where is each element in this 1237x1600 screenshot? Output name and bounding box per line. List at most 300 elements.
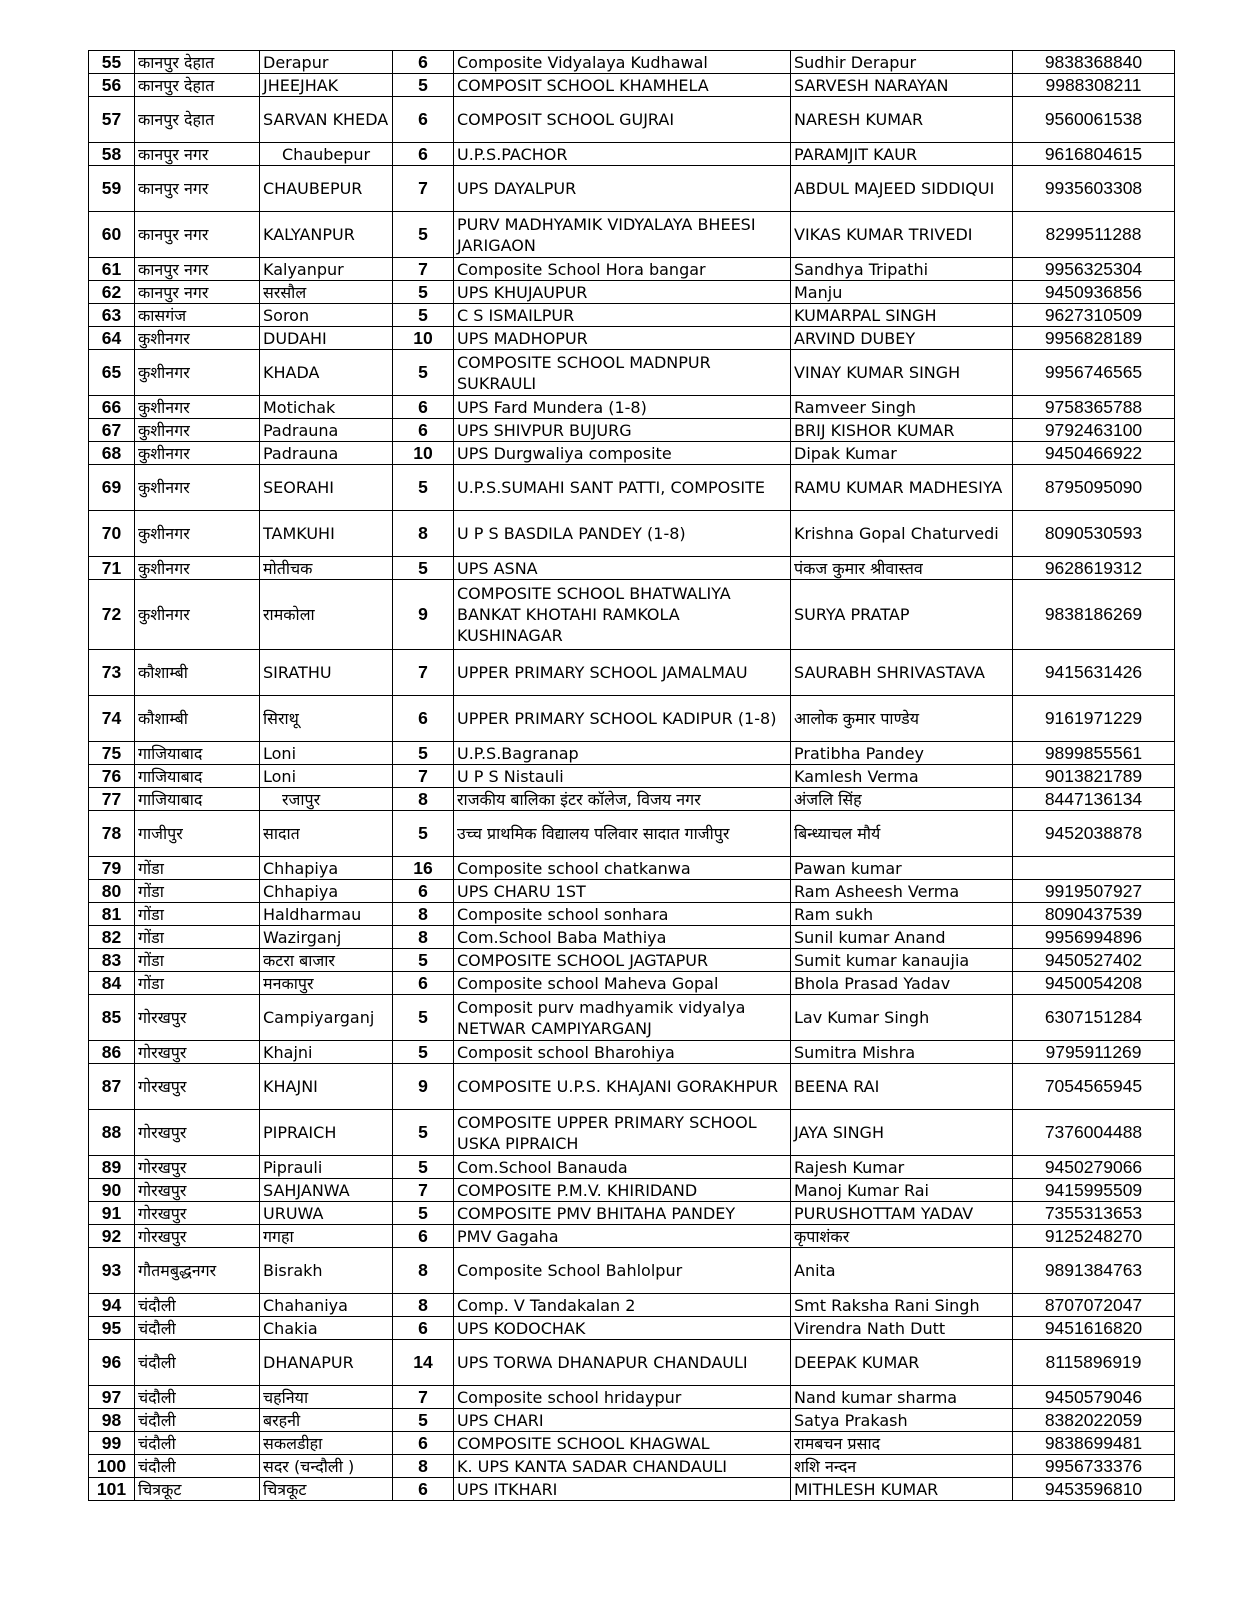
school-name-cell: Composit school Bharohiya [454,1041,791,1064]
class-count-cell: 9 [393,1064,454,1110]
mobile-number-cell: 9161971229 [1013,696,1175,742]
school-name-cell: COMPOSIT SCHOOL KHAMHELA [454,74,791,97]
school-name-cell: Composite school Maheva Gopal [454,972,791,995]
class-count-cell: 7 [393,650,454,696]
class-count-cell: 8 [393,511,454,557]
row-number-cell: 82 [89,926,135,949]
block-cell: Motichak [260,396,393,419]
district-cell: गोरखपुर [135,1225,260,1248]
block-cell: DUDAHI [260,327,393,350]
class-count-cell: 6 [393,1432,454,1455]
school-name-cell: C S ISMAILPUR [454,304,791,327]
table-row [89,1432,1175,1455]
block-cell: Khajni [260,1041,393,1064]
table-row [89,1294,1175,1317]
table-row [89,926,1175,949]
block-cell: Haldharmau [260,903,393,926]
school-name-cell: UPPER PRIMARY SCHOOL JAMALMAU [454,650,791,696]
district-cell: गोंडा [135,972,260,995]
mobile-number-cell: 8299511288 [1013,212,1175,258]
block-cell: Padrauna [260,442,393,465]
block-cell: KALYANPUR [260,212,393,258]
row-number-cell: 88 [89,1110,135,1156]
school-name-cell: Composite school sonhara [454,903,791,926]
table-row [89,304,1175,327]
row-number-cell: 60 [89,212,135,258]
mobile-number-cell: 9838186269 [1013,580,1175,650]
block-cell: Chahaniya [260,1294,393,1317]
teacher-name-cell: रामबचन प्रसाद [791,1432,1013,1455]
teacher-name-cell: RAMU KUMAR MADHESIYA [791,465,1013,511]
district-cell: गोरखपुर [135,1041,260,1064]
district-cell: चंदौली [135,1432,260,1455]
teacher-name-cell: Pratibha Pandey [791,742,1013,765]
district-cell: चंदौली [135,1317,260,1340]
school-name-cell: U P S Nistauli [454,765,791,788]
row-number-cell: 84 [89,972,135,995]
table-row [89,281,1175,304]
school-name-cell: UPS Fard Mundera (1-8) [454,396,791,419]
mobile-number-cell: 8090530593 [1013,511,1175,557]
row-number-cell: 58 [89,143,135,166]
district-cell: कौशाम्बी [135,696,260,742]
table-row [89,557,1175,580]
district-cell: कानपुर देहात [135,74,260,97]
table-row [89,1340,1175,1386]
block-cell: Chaubepur [260,143,393,166]
row-number-cell: 62 [89,281,135,304]
class-count-cell: 6 [393,1317,454,1340]
mobile-number-cell: 9125248270 [1013,1225,1175,1248]
class-count-cell: 6 [393,51,454,74]
class-count-cell: 6 [393,419,454,442]
block-cell: SARVAN KHEDA [260,97,393,143]
table-row [89,1041,1175,1064]
class-count-cell: 7 [393,1386,454,1409]
mobile-number-cell [1013,857,1175,880]
class-count-cell: 5 [393,811,454,857]
school-name-cell: UPS TORWA DHANAPUR CHANDAULI [454,1340,791,1386]
teacher-name-cell: MITHLESH KUMAR [791,1478,1013,1501]
mobile-number-cell: 9450466922 [1013,442,1175,465]
block-cell: Kalyanpur [260,258,393,281]
mobile-number-cell: 9838368840 [1013,51,1175,74]
school-name-cell: COMPOSITE PMV BHITAHA PANDEY [454,1202,791,1225]
district-cell: गाजियाबाद [135,742,260,765]
teacher-name-cell: SARVESH NARAYAN [791,74,1013,97]
row-number-cell: 83 [89,949,135,972]
row-number-cell: 75 [89,742,135,765]
class-count-cell: 7 [393,258,454,281]
row-number-cell: 98 [89,1409,135,1432]
mobile-number-cell: 7355313653 [1013,1202,1175,1225]
table-row [89,696,1175,742]
mobile-number-cell: 9956828189 [1013,327,1175,350]
district-cell: कानपुर नगर [135,258,260,281]
table-row [89,1248,1175,1294]
district-cell: कानपुर देहात [135,51,260,74]
block-cell: PIPRAICH [260,1110,393,1156]
table-row [89,903,1175,926]
mobile-number-cell: 9899855561 [1013,742,1175,765]
mobile-number-cell: 9838699481 [1013,1432,1175,1455]
row-number-cell: 80 [89,880,135,903]
mobile-number-cell: 7376004488 [1013,1110,1175,1156]
table-row [89,396,1175,419]
class-count-cell: 5 [393,212,454,258]
table-row [89,97,1175,143]
teacher-name-cell: Bhola Prasad Yadav [791,972,1013,995]
row-number-cell: 69 [89,465,135,511]
school-name-cell: PURV MADHYAMIK VIDYALAYA BHEESI JARIGAON [454,212,791,258]
class-count-cell: 5 [393,1409,454,1432]
row-number-cell: 55 [89,51,135,74]
class-count-cell: 6 [393,1225,454,1248]
school-name-cell: COMPOSITE SCHOOL BHATWALIYA BANKAT KHOTAHI RAMKOLA KUSHINAGAR [454,580,791,650]
table-row [89,765,1175,788]
row-number-cell: 77 [89,788,135,811]
row-number-cell: 78 [89,811,135,857]
school-name-cell: PMV Gagaha [454,1225,791,1248]
district-cell: कौशाम्बी [135,650,260,696]
district-cell: कुशीनगर [135,350,260,396]
district-cell: गोरखपुर [135,1202,260,1225]
class-count-cell: 6 [393,696,454,742]
row-number-cell: 74 [89,696,135,742]
mobile-number-cell: 9451616820 [1013,1317,1175,1340]
table-row [89,327,1175,350]
class-count-cell: 5 [393,1202,454,1225]
mobile-number-cell: 9415631426 [1013,650,1175,696]
row-number-cell: 87 [89,1064,135,1110]
table-row [89,166,1175,212]
district-cell: गोंडा [135,926,260,949]
teacher-name-cell: PURUSHOTTAM YADAV [791,1202,1013,1225]
table-row [89,788,1175,811]
table-row [89,857,1175,880]
district-cell: कानपुर नगर [135,166,260,212]
mobile-number-cell: 9792463100 [1013,419,1175,442]
mobile-number-cell: 9415995509 [1013,1179,1175,1202]
district-cell: कुशीनगर [135,511,260,557]
table-row [89,143,1175,166]
block-cell: Chhapiya [260,857,393,880]
school-name-cell: COMPOSIT SCHOOL GUJRAI [454,97,791,143]
table-row [89,212,1175,258]
class-count-cell: 8 [393,903,454,926]
school-name-cell: COMPOSITE SCHOOL JAGTAPUR [454,949,791,972]
teacher-name-cell: Krishna Gopal Chaturvedi [791,511,1013,557]
block-cell: चहनिया [260,1386,393,1409]
district-cell: कानपुर नगर [135,143,260,166]
class-count-cell: 14 [393,1340,454,1386]
teacher-name-cell: Virendra Nath Dutt [791,1317,1013,1340]
teacher-name-cell: Manoj Kumar Rai [791,1179,1013,1202]
teacher-name-cell: पंकज कुमार श्रीवास्तव [791,557,1013,580]
block-cell: सरसौल [260,281,393,304]
mobile-number-cell: 9616804615 [1013,143,1175,166]
table-row [89,1156,1175,1179]
district-cell: गाजीपुर [135,811,260,857]
district-cell: चित्रकूट [135,1478,260,1501]
mobile-number-cell: 8115896919 [1013,1340,1175,1386]
row-number-cell: 79 [89,857,135,880]
table-row [89,1317,1175,1340]
row-number-cell: 89 [89,1156,135,1179]
table-row [89,1064,1175,1110]
table-row [89,74,1175,97]
district-cell: गोंडा [135,857,260,880]
teacher-name-cell: ABDUL MAJEED SIDDIQUI [791,166,1013,212]
row-number-cell: 100 [89,1455,135,1478]
block-cell: Piprauli [260,1156,393,1179]
teacher-name-cell: Ram Asheesh Verma [791,880,1013,903]
teacher-name-cell: ARVIND DUBEY [791,327,1013,350]
block-cell: सादात [260,811,393,857]
teacher-name-cell: Sunil kumar Anand [791,926,1013,949]
district-cell: कानपुर नगर [135,212,260,258]
row-number-cell: 66 [89,396,135,419]
block-cell: TAMKUHI [260,511,393,557]
block-cell: बरहनी [260,1409,393,1432]
row-number-cell: 101 [89,1478,135,1501]
table-body [89,51,1175,1501]
mobile-number-cell: 9956325304 [1013,258,1175,281]
class-count-cell: 7 [393,1179,454,1202]
block-cell: मोतीचक [260,557,393,580]
school-name-cell: COMPOSITE U.P.S. KHAJANI GORAKHPUR [454,1064,791,1110]
table-row [89,1179,1175,1202]
mobile-number-cell: 9956746565 [1013,350,1175,396]
school-name-cell: COMPOSITE SCHOOL KHAGWAL [454,1432,791,1455]
mobile-number-cell: 9560061538 [1013,97,1175,143]
block-cell: Wazirganj [260,926,393,949]
mobile-number-cell: 9935603308 [1013,166,1175,212]
class-count-cell: 5 [393,557,454,580]
block-cell: URUWA [260,1202,393,1225]
school-name-cell: U P S BASDILA PANDEY (1-8) [454,511,791,557]
table-row [89,51,1175,74]
class-count-cell: 5 [393,304,454,327]
school-name-cell: UPS KODOCHAK [454,1317,791,1340]
table-row [89,1110,1175,1156]
district-cell: गोंडा [135,880,260,903]
class-count-cell: 7 [393,765,454,788]
table-row [89,811,1175,857]
school-name-cell: UPS CHARU 1ST [454,880,791,903]
row-number-cell: 61 [89,258,135,281]
class-count-cell: 5 [393,995,454,1041]
block-cell: SIRATHU [260,650,393,696]
district-cell: कानपुर नगर [135,281,260,304]
block-cell: Padrauna [260,419,393,442]
school-name-cell: U.P.S.SUMAHI SANT PATTI, COMPOSITE [454,465,791,511]
mobile-number-cell: 9450527402 [1013,949,1175,972]
district-cell: गोरखपुर [135,1179,260,1202]
table-row [89,972,1175,995]
teacher-name-cell: Nand kumar sharma [791,1386,1013,1409]
class-count-cell: 8 [393,1455,454,1478]
table-row [89,511,1175,557]
teacher-name-cell: VIKAS KUMAR TRIVEDI [791,212,1013,258]
teacher-name-cell: Pawan kumar [791,857,1013,880]
school-name-cell: COMPOSITE P.M.V. KHIRIDAND [454,1179,791,1202]
school-name-cell: UPS SHIVPUR BUJURG [454,419,791,442]
teacher-name-cell: BEENA RAI [791,1064,1013,1110]
school-name-cell: COMPOSITE UPPER PRIMARY SCHOOL USKA PIPRAICH [454,1110,791,1156]
class-count-cell: 6 [393,97,454,143]
row-number-cell: 81 [89,903,135,926]
block-cell: KHADA [260,350,393,396]
class-count-cell: 5 [393,465,454,511]
row-number-cell: 93 [89,1248,135,1294]
mobile-number-cell: 9452038878 [1013,811,1175,857]
teacher-name-cell: PARAMJIT KAUR [791,143,1013,166]
teacher-name-cell: DEEPAK KUMAR [791,1340,1013,1386]
school-name-cell: Composite School Bahlolpur [454,1248,791,1294]
district-cell: गोरखपुर [135,1064,260,1110]
teacher-name-cell: Lav Kumar Singh [791,995,1013,1041]
row-number-cell: 64 [89,327,135,350]
school-name-cell: Com.School Banauda [454,1156,791,1179]
table-row [89,742,1175,765]
district-cell: कुशीनगर [135,419,260,442]
district-cell: गोंडा [135,949,260,972]
teacher-name-cell: आलोक कुमार पाण्डेय [791,696,1013,742]
teacher-name-cell: Ram sukh [791,903,1013,926]
row-number-cell: 86 [89,1041,135,1064]
mobile-number-cell: 9450054208 [1013,972,1175,995]
table-row [89,419,1175,442]
teacher-name-cell: बिन्ध्याचल मौर्य [791,811,1013,857]
teacher-name-cell: Sudhir Derapur [791,51,1013,74]
class-count-cell: 8 [393,926,454,949]
class-count-cell: 6 [393,880,454,903]
block-cell: SAHJANWA [260,1179,393,1202]
class-count-cell: 5 [393,1110,454,1156]
district-cell: गोरखपुर [135,995,260,1041]
mobile-number-cell: 9450279066 [1013,1156,1175,1179]
block-cell: रजापुर [260,788,393,811]
class-count-cell: 6 [393,143,454,166]
teacher-name-cell: Kamlesh Verma [791,765,1013,788]
table-row [89,650,1175,696]
class-count-cell: 10 [393,442,454,465]
district-cell: गोंडा [135,903,260,926]
row-number-cell: 95 [89,1317,135,1340]
mobile-number-cell: 9013821789 [1013,765,1175,788]
district-cell: चंदौली [135,1294,260,1317]
district-cell: गाजियाबाद [135,788,260,811]
district-cell: कुशीनगर [135,557,260,580]
table-row [89,350,1175,396]
table-row [89,880,1175,903]
block-cell: Loni [260,742,393,765]
block-cell: मनकापुर [260,972,393,995]
school-name-cell: Composite school chatkanwa [454,857,791,880]
table-row [89,465,1175,511]
teacher-name-cell: KUMARPAL SINGH [791,304,1013,327]
table-row [89,949,1175,972]
table-row [89,995,1175,1041]
school-name-cell: UPS DAYALPUR [454,166,791,212]
block-cell: रामकोला [260,580,393,650]
school-name-cell: UPS Durgwaliya composite [454,442,791,465]
school-name-cell: UPPER PRIMARY SCHOOL KADIPUR (1-8) [454,696,791,742]
row-number-cell: 94 [89,1294,135,1317]
class-count-cell: 5 [393,1156,454,1179]
district-cell: कुशीनगर [135,327,260,350]
mobile-number-cell: 9628619312 [1013,557,1175,580]
teacher-name-cell: JAYA SINGH [791,1110,1013,1156]
block-cell: Chakia [260,1317,393,1340]
table-row [89,1225,1175,1248]
class-count-cell: 5 [393,1041,454,1064]
class-count-cell: 5 [393,74,454,97]
teacher-name-cell: NARESH KUMAR [791,97,1013,143]
block-cell: Chhapiya [260,880,393,903]
mobile-number-cell: 7054565945 [1013,1064,1175,1110]
row-number-cell: 92 [89,1225,135,1248]
district-cell: कुशीनगर [135,465,260,511]
block-cell: JHEEJHAK [260,74,393,97]
row-number-cell: 71 [89,557,135,580]
block-cell: Bisrakh [260,1248,393,1294]
teacher-name-cell: Satya Prakash [791,1409,1013,1432]
mobile-number-cell: 9956994896 [1013,926,1175,949]
block-cell: Soron [260,304,393,327]
school-name-cell: Composite School Hora bangar [454,258,791,281]
class-count-cell: 8 [393,1294,454,1317]
school-name-cell: UPS KHUJAUPUR [454,281,791,304]
block-cell: Loni [260,765,393,788]
school-name-cell: UPS CHARI [454,1409,791,1432]
school-name-cell: उच्च प्राथमिक विद्यालय पलिवार सादात गाजीपुर [454,811,791,857]
mobile-number-cell: 8090437539 [1013,903,1175,926]
row-number-cell: 67 [89,419,135,442]
class-count-cell: 6 [393,396,454,419]
district-cell: चंदौली [135,1386,260,1409]
district-cell: गाजियाबाद [135,765,260,788]
school-name-cell: Com.School Baba Mathiya [454,926,791,949]
class-count-cell: 8 [393,788,454,811]
district-cell: कुशीनगर [135,442,260,465]
district-cell: गोरखपुर [135,1110,260,1156]
teacher-name-cell: Sandhya Tripathi [791,258,1013,281]
block-cell: कटरा बाजार [260,949,393,972]
block-cell: Campiyarganj [260,995,393,1041]
teacher-name-cell: Ramveer Singh [791,396,1013,419]
class-count-cell: 16 [393,857,454,880]
class-count-cell: 5 [393,350,454,396]
district-cell: कुशीनगर [135,396,260,419]
class-count-cell: 9 [393,580,454,650]
block-cell: सिराथू [260,696,393,742]
district-cell: कासगंज [135,304,260,327]
block-cell: गगहा [260,1225,393,1248]
row-number-cell: 68 [89,442,135,465]
school-name-cell: UPS ASNA [454,557,791,580]
row-number-cell: 91 [89,1202,135,1225]
row-number-cell: 65 [89,350,135,396]
block-cell: चित्रकूट [260,1478,393,1501]
school-name-cell: K. UPS KANTA SADAR CHANDAULI [454,1455,791,1478]
class-count-cell: 6 [393,972,454,995]
school-name-cell: राजकीय बालिका इंटर कॉलेज, विजय नगर [454,788,791,811]
row-number-cell: 73 [89,650,135,696]
teacher-name-cell: कृपाशंकर [791,1225,1013,1248]
mobile-number-cell: 8447136134 [1013,788,1175,811]
